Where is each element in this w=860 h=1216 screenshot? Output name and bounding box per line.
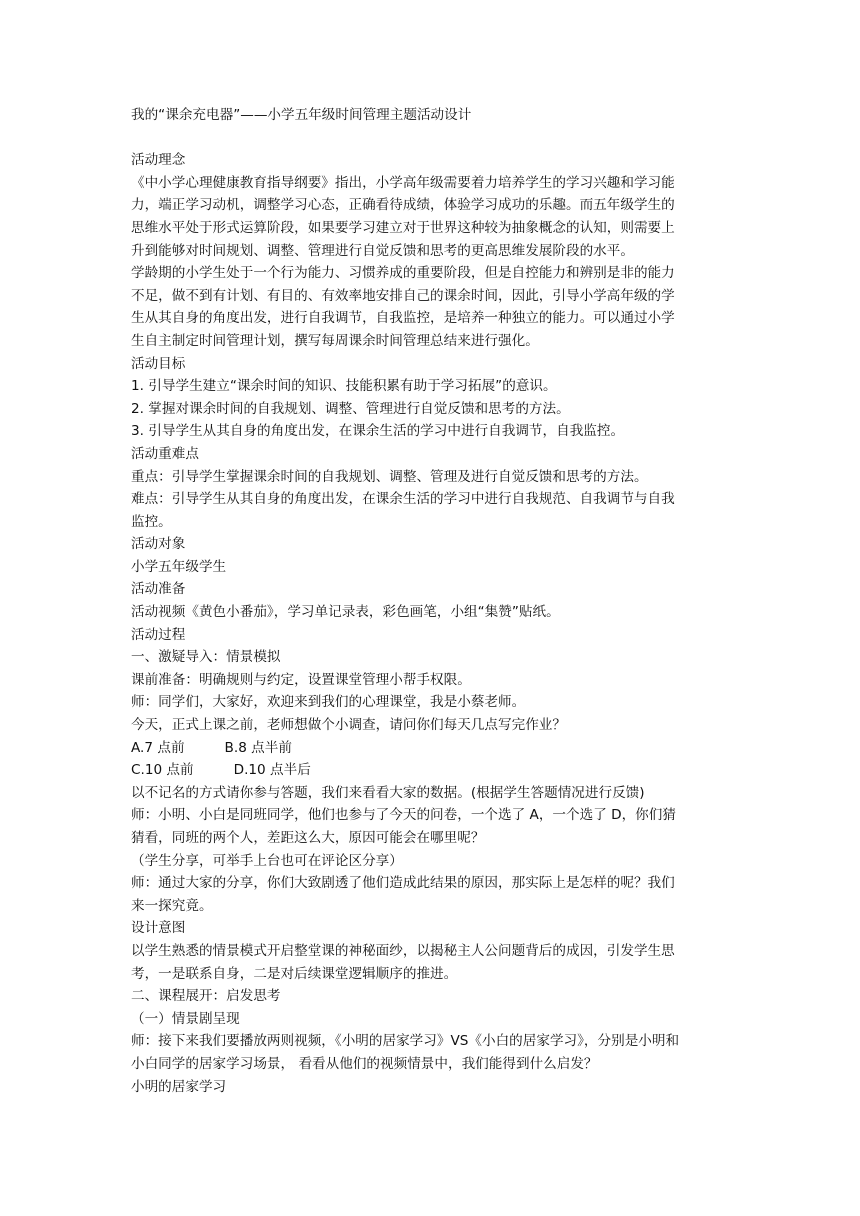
option-row bbox=[131, 759, 731, 782]
option-d: D.10 点半后 bbox=[233, 762, 311, 779]
blank-line bbox=[131, 127, 731, 150]
paragraph-line: 今天，正式上课之前，老师想做个小调查，请问你们每天几点写完作业？ bbox=[131, 717, 566, 734]
goal-item: 2. 掌握对课余时间的自我规划、调整、管理进行自觉反馈和思考的方法。 bbox=[131, 400, 570, 417]
paragraph-line: 小白同学的居家学习场景， 看看从他们的视频情景中，我们能得到什么启发？ bbox=[131, 1055, 598, 1072]
prep-text: 活动视频《黄色小番茄》，学习单记录表，彩色画笔，小组“集赞”贴纸。 bbox=[131, 604, 560, 621]
key-heading: 活动重难点 bbox=[131, 445, 199, 462]
difficulty-line: 监控。 bbox=[131, 513, 172, 530]
target-heading: 活动对象 bbox=[131, 536, 186, 553]
paragraph-line: 不足，做不到有计划、有目的、有效率地安排自己的课余时间，因此，引导小学高年级的学 bbox=[131, 287, 675, 304]
option-a: A.7 点前 bbox=[131, 739, 185, 756]
difficulty-line: 难点：引导学生从其自身的角度出发，在课余生活的学习中进行自我规范、自我调节与自我 bbox=[131, 491, 675, 508]
document-body bbox=[131, 104, 731, 1098]
paragraph-line: 师：接下来我们要播放两则视频，《小明的居家学习》VS《小白的居家学习》，分别是小明和 bbox=[131, 1033, 680, 1050]
target-text: 小学五年级学生 bbox=[131, 558, 227, 575]
paragraph-line: 力，端正学习动机，调整学习心态，正确看待成绩，体验学习成功的乐趣。而五年级学生的 bbox=[131, 197, 675, 214]
goals-heading: 活动目标 bbox=[131, 355, 186, 372]
paragraph-line: 生从其自身的角度出发，进行自我调节，自我监控，是培养一种独立的能力。可以通过小学 bbox=[131, 310, 675, 327]
design-heading: 设计意图 bbox=[131, 920, 186, 937]
paragraph-line: 《中小学心理健康教育指导纲要》指出，小学高年级需要着力培养学生的学习兴趣和学习能 bbox=[131, 174, 675, 191]
section-heading: 一、激疑导入：情景模拟 bbox=[131, 649, 281, 666]
option-c: C.10 点前 bbox=[131, 762, 194, 779]
paragraph-line: 考，一是联系自身，二是对后续课堂逻辑顺序的推进。 bbox=[131, 965, 458, 982]
goal-item: 1. 引导学生建立“课余时间的知识、技能积累有助于学习拓展”的意识。 bbox=[131, 378, 557, 395]
paragraph-line: 思维水平处于形式运算阶段，如果要学习建立对于世界这种较为抽象概念的认知，则需要上 bbox=[131, 219, 675, 236]
prep-heading: 活动准备 bbox=[131, 581, 186, 598]
paragraph-line: 学龄期的小学生处于一个行为能力、习惯养成的重要阶段，但是自控能力和辨别是非的能力 bbox=[131, 265, 675, 282]
paragraph-line: 生自主制定时间管理计划，撰写每周课余时间管理总结来进行强化。 bbox=[131, 332, 539, 349]
paragraph-line: 以学生熟悉的情景模式开启整堂课的神秘面纱，以揭秘主人公问题背后的成因，引发学生思 bbox=[131, 942, 675, 959]
subsection-heading: （一）情景剧呈现 bbox=[131, 1010, 240, 1027]
goal-item: 3. 引导学生从其自身的角度出发，在课余生活的学习中进行自我调节，自我监控。 bbox=[131, 423, 625, 440]
concept-heading: 活动理念 bbox=[131, 152, 186, 169]
subsection-label: 小明的居家学习 bbox=[131, 1078, 227, 1095]
option-row bbox=[131, 737, 731, 760]
paragraph-line: 师：小明、小白是同班同学，他们也参与了今天的问卷，一个选了 A，一个选了 D，你们猜 bbox=[131, 807, 676, 824]
option-b: B.8 点半前 bbox=[224, 739, 292, 756]
paragraph-line: 课前准备：明确规则与约定，设置课堂管理小帮手权限。 bbox=[131, 671, 471, 688]
section-heading: 二、课程展开：启发思考 bbox=[131, 988, 281, 1005]
paragraph-line: 来一探究竟。 bbox=[131, 897, 213, 914]
process-heading: 活动过程 bbox=[131, 626, 186, 643]
paragraph-line: 师：同学们，大家好，欢迎来到我们的心理课堂，我是小蔡老师。 bbox=[131, 694, 526, 711]
paragraph-line: 猜看，同班的两个人，差距这么大，原因可能会在哪里呢？ bbox=[131, 830, 485, 846]
paragraph-line: 升到能够对时间规划、调整、管理进行自觉反馈和思考的更高思维发展阶段的水平。 bbox=[131, 242, 634, 259]
paragraph-line: 以不记名的方式请你参与答题，我们来看看大家的数据。(根据学生答题情况进行反馈) bbox=[131, 784, 645, 801]
paragraph-line: （学生分享，可举手上台也可在评论区分享） bbox=[131, 852, 403, 869]
key-point: 重点：引导学生掌握课余时间的自我规划、调整、管理及进行自觉反馈和思考的方法。 bbox=[131, 468, 648, 485]
paragraph-line: 师：通过大家的分享，你们大致剧透了他们造成此结果的原因，那实际上是怎样的呢？我们 bbox=[131, 875, 675, 892]
document-title: 我的“课余充电器”——小学五年级时间管理主题活动设计 bbox=[131, 107, 472, 123]
